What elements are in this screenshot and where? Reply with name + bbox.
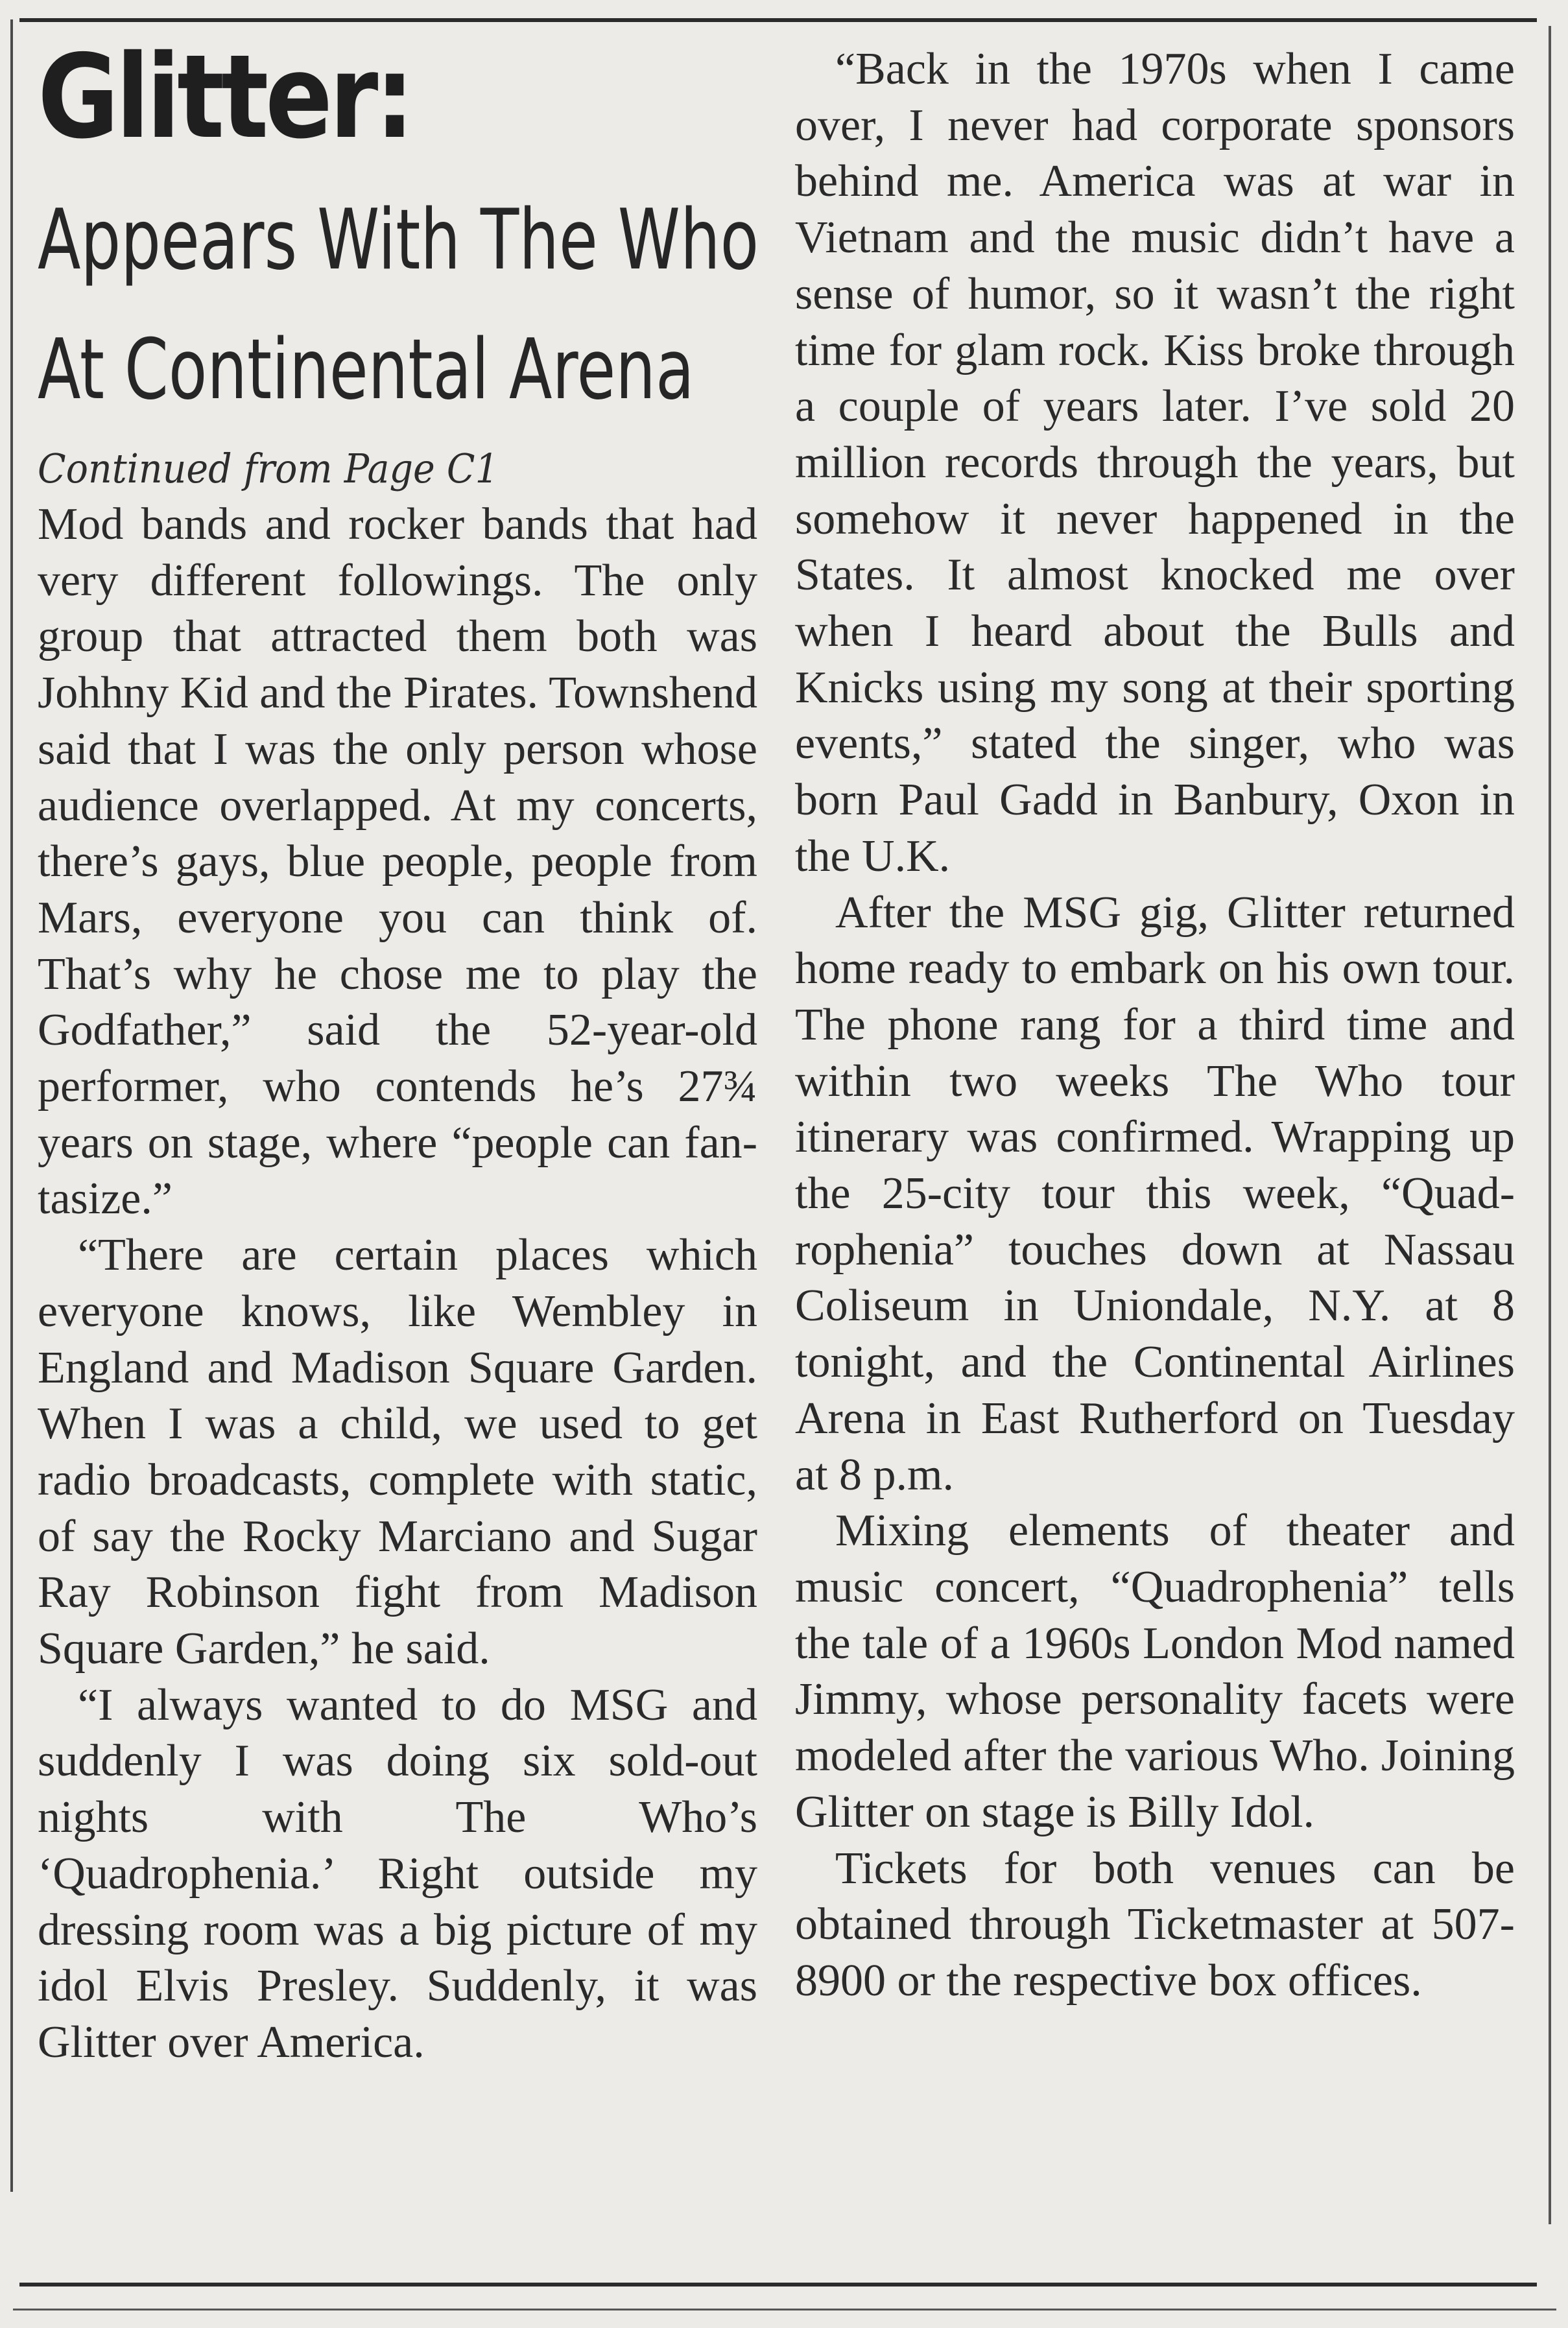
headline-line-1: Appears With The Who <box>38 192 759 289</box>
right-body-text <box>795 42 1515 2010</box>
paragraph: “Back in the 1970s when I came over, I never had corporate sponsors behind me. America was at war in Vietnam and the music didn’t have a sense of humor, so it wasn’t the right time for glam rock. Kiss broke through a couple of years later. I’ve sold 20 million records through the years, but somehow it never happened in the States. It almost knocked me over when I heard about the Bulls and Knicks using my song at their sporting events,” stated the singer, who was born Paul Gadd in Banbury, Oxon in the U.K. <box>795 44 1515 881</box>
article-kicker: Glitter: <box>38 30 412 164</box>
paragraph: “I always wanted to do MSG and suddenly I was doing six sold-out nights with The Who’s ‘Quadrophenia.’ Right outside my dressing room was a big picture of my idol Elvis Presley. Suddenly, it was Glitter over America. <box>38 1680 757 2067</box>
paragraph: Tickets for both venues can be obtained through Ticketmaster at 507-8900 or the respective box offices. <box>795 1843 1515 2006</box>
right-column <box>795 42 1515 2010</box>
left-column <box>38 30 759 2071</box>
continued-from-note: Continued from Page C1 <box>38 445 499 492</box>
headline-line-2: At Continental Arena <box>38 322 695 418</box>
paragraph: Mod bands and rocker bands that had very different followings. The only group that attracted them both was Johhny Kid and the Pirates. Townshend said that I was the only person whose audience overlapped. At my concerts, there’s gays, blue people, people from Mars, everyone you can think of. That’s why he chose me to play the Godfather,” said the 52-year-old performer, who contends he’s 27¾ years on stage, where “people can fantasize.” <box>38 499 757 1224</box>
bottom-rule-secondary <box>13 2309 1556 2310</box>
paragraph: After the MSG gig, Glitter returned home ready to embark on his own tour. The phone rang for a third time and within two weeks The Who tour itinerary was confirmed. Wrapping up the 25-city tour this week, “Quadrophenia” touches down at Nassau Coliseum in Uniondale, N.Y. at 8 tonight, and the Continental Airlines Arena in East Rutherford on Tuesday at 8 p.m. <box>795 887 1515 1500</box>
paragraph: “There are certain places which everyone knows, like Wembley in England and Madison Square Garden. When I was a child, we used to get radio broadcasts, complete with static, of say the Rocky Marciano and Sugar Ray Robinson fight from Madison Square Garden,” he said. <box>38 1230 757 1674</box>
paragraph: Mixing elements of theater and music concert, “Quadrophenia” tells the tale of a 1960s London Mod named Jimmy, whose personality facets were modeled after the various Who. Joining Glitter on stage is Billy Idol. <box>795 1506 1515 1837</box>
right-rule <box>1549 26 1551 2224</box>
left-rule <box>10 19 13 2192</box>
bottom-rule <box>19 2283 1537 2286</box>
top-rule <box>19 18 1537 22</box>
left-body-text <box>38 497 757 2071</box>
